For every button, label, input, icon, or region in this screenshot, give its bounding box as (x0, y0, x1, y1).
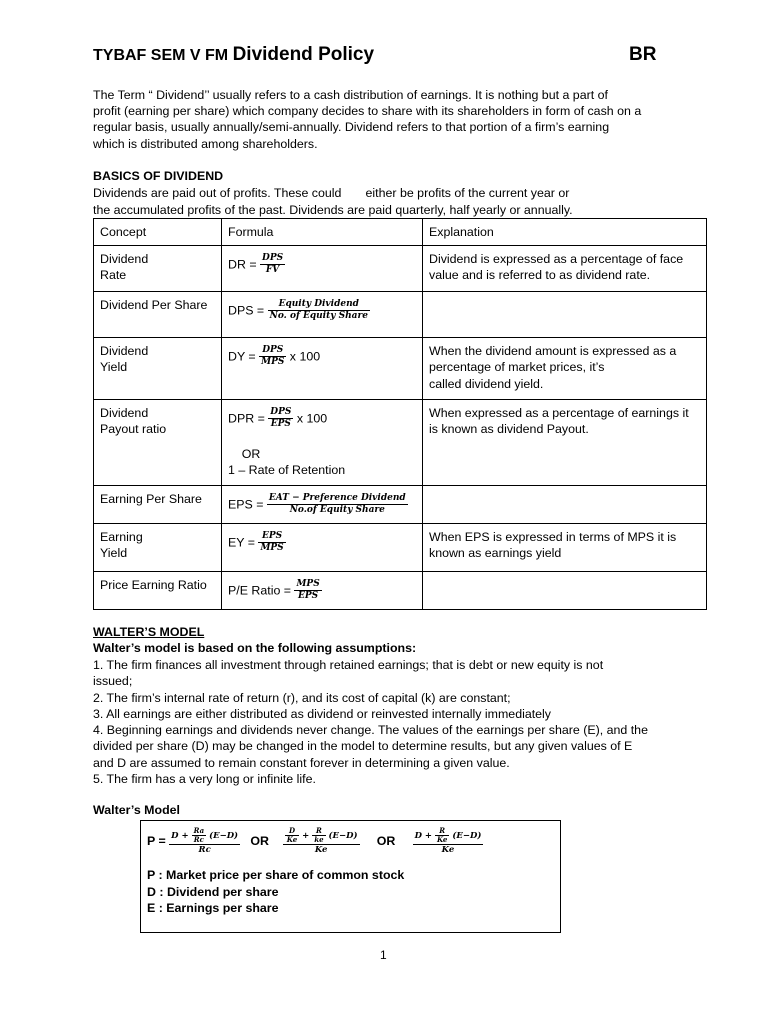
formula-fraction-3 (413, 827, 484, 856)
explanation-cell (423, 338, 707, 400)
walter-assumptions (93, 657, 693, 787)
concept-cell (94, 572, 222, 610)
intro-line: regular basis, usually annually/semi-annually. Dividend refers to that portion of a firm’s earning (93, 120, 610, 135)
formula-fraction (260, 253, 285, 276)
page-number: 1 (380, 948, 387, 962)
formula-expression (228, 579, 416, 602)
concept-line: Payout ratio (100, 422, 167, 437)
formula-cell (222, 400, 423, 486)
formula-lhs: DPR = (228, 411, 269, 426)
intro-line: The Term “ Dividend’’ usually refers to a cash distribution of earnings. It is nothing but a part of (93, 88, 608, 102)
formula-expression (228, 531, 416, 554)
header-explanation: Explanation (423, 219, 707, 246)
fraction-denominator: No.of Equity Share (289, 505, 385, 516)
formula-lhs: EY = (228, 535, 259, 550)
table-row (94, 338, 707, 400)
formula-fraction (267, 493, 408, 516)
title-main: Dividend Policy (232, 44, 375, 65)
assumption-line: issued; (93, 674, 133, 689)
fraction-denominator: MPS (260, 543, 284, 554)
walter-model-title: Walter’s Model (93, 803, 180, 817)
explanation-line: known as earnings yield (429, 546, 562, 561)
explanation-line: value and is referred to as dividend rate. (429, 268, 651, 283)
formula-lhs: EPS = (228, 497, 267, 512)
fraction-numerator: Equity Dividend (268, 299, 370, 311)
concept-line: Yield (100, 546, 128, 561)
author-initials: BR (629, 44, 657, 65)
formula-fraction (268, 407, 293, 430)
f3-den: Ke (441, 845, 455, 855)
assumption-line: 3. All earnings are either distributed as dividend or reinvested internally immediately (93, 706, 552, 721)
f2-mini2-den: ke (314, 835, 324, 844)
fraction-denominator: EPS (298, 591, 319, 602)
explanation-cell (423, 486, 707, 524)
formula-suffix: x 100 (286, 349, 321, 364)
concept-cell (94, 246, 222, 292)
f1-num-post: (E−D) (206, 831, 239, 841)
explanation-cell (423, 292, 707, 338)
table-row (94, 524, 707, 572)
concept-cell (94, 338, 222, 400)
formula-expression (228, 253, 416, 276)
f2-num-post: (E−D) (325, 831, 358, 841)
assumption-line: and D are assumed to remain constant forever in determining a given value. (93, 755, 510, 770)
concept-line: Price Earning Ratio (100, 578, 207, 593)
header-formula: Formula (222, 219, 423, 246)
explanation-cell (423, 524, 707, 572)
intro-paragraph (93, 87, 693, 152)
f1-den: Rc (198, 845, 211, 855)
header-concept: Concept (94, 219, 222, 246)
assumption-line: 2. The firm’s internal rate of return (r), and its cost of capital (k) are constant; (93, 690, 511, 705)
formula-cell (222, 524, 423, 572)
concept-cell (94, 524, 222, 572)
formula-expression (228, 493, 416, 516)
fraction-numerator: MPS (296, 579, 320, 590)
formula-expression (228, 299, 416, 322)
table-row (94, 400, 707, 486)
formula-fraction (259, 345, 286, 368)
explanation-line: is known as dividend Payout. (429, 422, 589, 437)
table-row (94, 486, 707, 524)
f2-den: Ke (314, 845, 328, 855)
fraction-numerator: EAT − Preference Dividend (268, 493, 406, 504)
f2-mini1-num: D (285, 827, 299, 836)
formula-expression (228, 345, 416, 368)
table-row (94, 572, 707, 610)
concept-line: Earning (100, 530, 143, 545)
fraction-denominator: FV (265, 265, 280, 276)
concept-line: Dividend (100, 344, 149, 359)
formula-suffix: x 100 (293, 411, 328, 426)
formula-fraction-2 (283, 827, 360, 856)
document-header (93, 44, 707, 70)
concept-cell (94, 486, 222, 524)
formula-lhs: DR = (228, 257, 261, 272)
explanation-line: When the dividend amount is expressed as a (429, 344, 677, 359)
formula-lhs: DY = (228, 349, 260, 364)
explanation-line: called dividend yield. (429, 376, 544, 391)
concept-line: Dividend Per Share (100, 298, 208, 313)
formula-cell (222, 292, 423, 338)
intro-line: which is distributed among shareholders. (93, 136, 318, 151)
fraction-numerator: EPS (258, 531, 285, 543)
formula-definitions (147, 867, 404, 917)
formula-or: OR (250, 833, 270, 848)
formula-or: OR (376, 833, 396, 848)
f2-mini1-den: Ke (286, 835, 298, 844)
f3-mini-num: R (435, 827, 449, 836)
walter-formula (147, 827, 483, 856)
concept-cell (94, 292, 222, 338)
formula-lhs: P/E Ratio = (228, 583, 295, 598)
definition-line: D : Dividend per share (147, 884, 279, 899)
f1-num-pre: D + (171, 831, 192, 841)
f2-mini2-num: R (312, 827, 325, 836)
walter-heading: WALTER’S MODEL (93, 625, 205, 639)
f1-mini-num: Ra (193, 826, 205, 835)
walter-subheading: Walter’s model is based on the following assumptions: (93, 641, 417, 655)
fraction-numerator: DPS (262, 253, 284, 264)
walter-formula-box (140, 820, 561, 933)
formula-fraction (294, 579, 321, 602)
assumption-line: 1. The firm finances all investment through retained earnings; that is debt or new equity is not (93, 658, 604, 672)
explanation-line: When expressed as a percentage of earnings it (429, 406, 689, 421)
formula-cell (222, 486, 423, 524)
basics-paragraph (93, 185, 573, 218)
basics-heading: BASICS OF DIVIDEND (93, 169, 224, 183)
table-header-row (94, 219, 707, 246)
concept-line: Yield (100, 360, 128, 375)
formula-p-label: P = (147, 833, 170, 848)
title-prefix: TYBAF SEM V FM (93, 47, 233, 64)
formula-fraction-1 (169, 827, 240, 856)
explanation-cell (423, 246, 707, 292)
document-title (93, 44, 374, 66)
formula-extra-line (228, 430, 416, 446)
assumption-line: divided per share (D) may be changed in the model to determine results, but any given values of E (93, 739, 633, 754)
formula-expression (228, 407, 416, 430)
formula-extra-line: OR (228, 447, 261, 462)
fraction-numerator: DPS (270, 407, 292, 418)
table-row (94, 292, 707, 338)
intro-line: profit (earning per share) which company decides to share with its shareholders in form of cash on a (93, 104, 642, 119)
formula-extra-line: 1 – Rate of Retention (228, 463, 346, 478)
fraction-denominator: EPS (270, 419, 291, 430)
formula-fraction (258, 531, 285, 554)
table-row (94, 246, 707, 292)
f3-mini-den: Ke (436, 835, 448, 844)
formula-cell (222, 572, 423, 610)
concept-line: Dividend (100, 406, 149, 421)
dividend-concepts-table (93, 218, 707, 610)
f3-num-pre: D + (414, 831, 435, 841)
f2-plus: + (299, 831, 313, 841)
concept-line: Dividend (100, 252, 149, 267)
concept-line: Earning Per Share (100, 492, 202, 507)
basics-line: the accumulated profits of the past. Dividends are paid quarterly, half yearly or annually. (93, 202, 573, 217)
fraction-denominator: No. of Equity Share (269, 311, 368, 322)
explanation-cell (423, 400, 707, 486)
basics-line: Dividends are paid out of profits. These could either be profits of the current year or (93, 186, 570, 200)
formula-lhs: DPS = (228, 303, 268, 318)
assumption-line: 4. Beginning earnings and dividends never change. The values of the earnings per share (E), and the (93, 723, 648, 738)
definition-line: P : Market price per share of common stock (147, 868, 405, 882)
definition-line: E : Earnings per share (147, 901, 279, 915)
assumption-line: 5. The firm has a very long or infinite life. (93, 772, 316, 787)
explanation-line: Dividend is expressed as a percentage of face (429, 252, 684, 267)
explanation-line: percentage of market prices, it’s (429, 360, 605, 375)
fraction-denominator: MPS (261, 357, 285, 368)
concept-line: Rate (100, 268, 127, 283)
f1-mini-den: Rc (193, 835, 204, 844)
fraction-numerator: DPS (259, 345, 286, 357)
formula-cell (222, 338, 423, 400)
explanation-line: When EPS is expressed in terms of MPS it is (429, 530, 677, 545)
f3-num-post: (E−D) (449, 831, 482, 841)
concept-cell (94, 400, 222, 486)
formula-cell (222, 246, 423, 292)
explanation-cell (423, 572, 707, 610)
formula-fraction (268, 299, 370, 322)
